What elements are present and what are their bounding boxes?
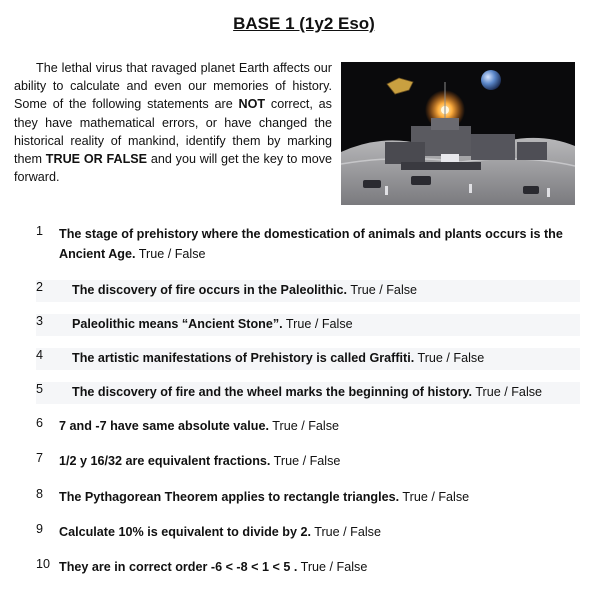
true-false-choice[interactable]: True / False [270,454,341,468]
item-statement: The stage of prehistory where the domestication of animals and plants occurs is the Ancient Age. [59,227,563,261]
intro-text-1: The lethal virus that ravaged planet Earth affects our ability to calculate and even our memories of history. Some of the following statements are [14,61,332,112]
true-false-choice[interactable]: True / False [269,419,339,433]
item-text [72,348,580,368]
item-statement: The Pythagorean Theorem applies to rectangle triangles. [59,490,400,504]
true-false-choice[interactable]: True / False [399,490,470,504]
list-item [36,348,580,370]
item-text [72,280,580,300]
true-false-choice[interactable]: True / False [347,283,418,297]
list-item [36,382,580,404]
true-false-choice[interactable]: True / False [310,525,381,539]
item-text [59,557,580,577]
item-statement: Paleolithic means “Ancient Stone”. [72,317,283,331]
true-false-choice[interactable]: True / False [282,317,353,331]
item-number: 3 [36,314,44,328]
item-statement: Calculate 10% is equivalent to divide by 2. [59,525,311,539]
intro-paragraph [14,59,332,186]
intro-not: NOT [238,97,266,112]
item-number: 1 [36,224,44,238]
item-text [59,522,580,542]
item-number: 5 [36,382,44,396]
item-number: 4 [36,348,44,362]
lunar-base-image [341,62,575,205]
item-text [72,314,580,334]
true-false-choice[interactable]: True / False [414,351,485,365]
lunar-base-illustration [341,62,575,205]
true-false-choice[interactable]: True / False [297,560,368,574]
item-text [59,416,580,436]
true-false-choice[interactable]: True / False [135,247,206,261]
item-number: 10 [36,557,51,571]
item-statement: The discovery of fire occurs in the Paleolithic. [72,283,348,297]
item-number: 6 [36,416,44,430]
true-false-choice[interactable]: True / False [472,385,543,399]
intro-text-2: correct, as they have mathematical errors, or have changed the historical reality of mankind, identify them by marking them [14,97,332,167]
intro-true-false: TRUE OR FALSE [45,152,148,167]
item-text [59,224,580,264]
list-item [36,314,580,336]
item-number: 2 [36,280,44,294]
intro-text-3: and you will get the key to move forward. [14,152,332,185]
item-text [59,451,580,471]
item-statement: The artistic manifestations of Prehistory is called Graffiti. [72,351,415,365]
item-statement: The discovery of fire and the wheel marks the beginning of history. [72,385,473,399]
item-text [59,487,580,507]
item-number: 8 [36,487,44,501]
item-statement: 1/2 y 16/32 are equivalent fractions. [59,454,271,468]
page-title: BASE 1 (1y2 Eso) [233,14,375,33]
item-statement: They are in correct order -6 < -8 < 1 < 5 . [59,560,298,574]
item-number: 9 [36,522,44,536]
item-statement: 7 and -7 have same absolute value. [59,419,269,433]
item-text [72,382,580,402]
item-number: 7 [36,451,44,465]
list-item [36,280,580,302]
